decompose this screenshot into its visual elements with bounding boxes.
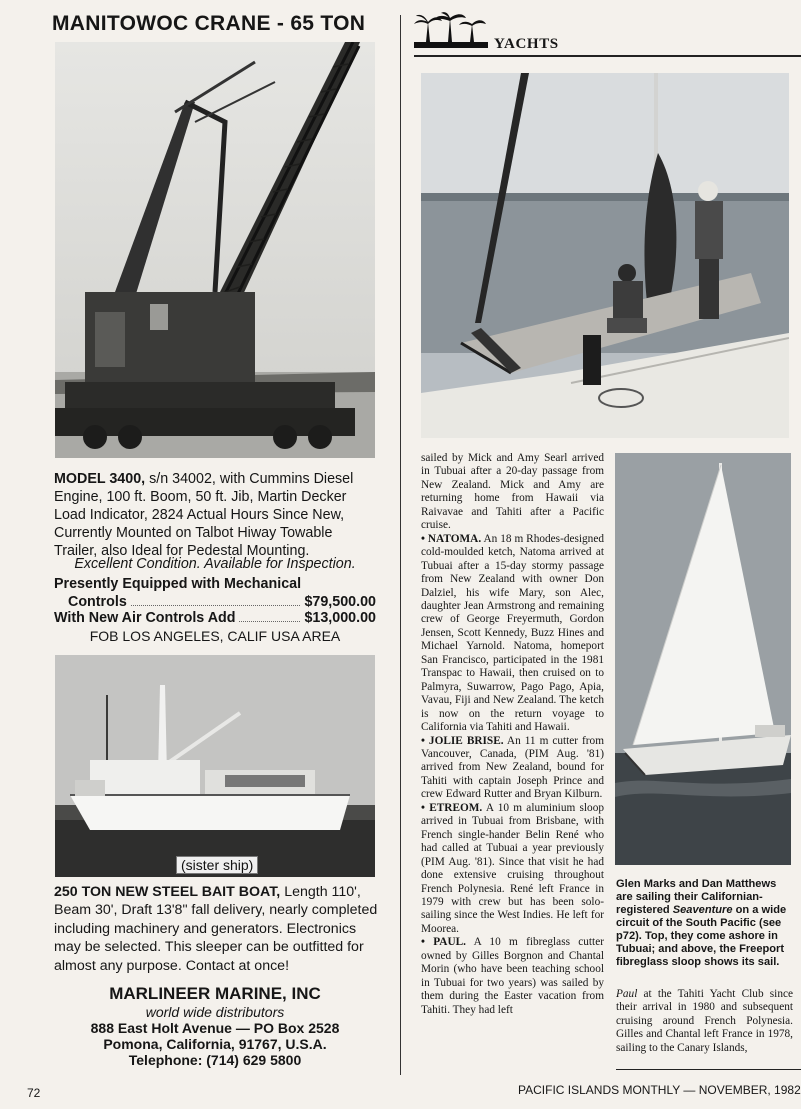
bait-boat-specs: Length 110', Beam 30', Draft 13'8" fall delivery, nearly completed including machinery and generators. Electronics may be selected. This sleeper can be outfitted for almost any purpose. Contact at once! [54,884,378,974]
entry-text-etreom: A 10 m aluminium sloop arrived in Tubuai from Brisbane, with French single-hander Belin René who had called at Tubuai a year previously (PIM Aug. '81). Since that visit he had done extensive cruising throughout French Polynesia. René left France in 1979 with crew but has been solo-sailing since the West Indies. He left for Moorea. [421,801,604,935]
entry-heading-etreom: • ETREOM. [421,801,483,814]
photo-caption [616,878,794,969]
palm-tree-logo-icon [414,12,488,50]
crane-description [54,470,376,560]
controls-label: Controls [68,594,127,610]
caption-boat-name: Seaventure [672,904,733,916]
controls-price: $79,500.00 [304,594,376,610]
entry-text-jolie-brise: An 11 m cutter from Vancouver, Canada, (PIM Aug. '81) arrived from New Zealand, bound for Tahiti with captain Joseph Prince and crew Edward Rutter and Bryan Kilburn. [421,734,604,801]
section-title: YACHTS [494,36,559,52]
entry-heading-paul: • PAUL. [421,936,466,949]
leader-dots [131,605,301,606]
yachts-article [421,452,604,1017]
caption-text: Glen Marks and Dan Matthews are sailing their Californian-registered [616,878,777,916]
company-name: MARLINEER MARINE, INC [109,984,321,1003]
continuation-text: at the Tahiti Yacht Club since their arrival in 1980 and subsequent cruising around French Polynesia. Gilles and Chantal left France in 1978, sailing to the Canary Islands, [616,988,793,1054]
caption-text-cont: on a wide circuit of the South Pacific (see p72). Top, they come ashore in Tubuai; and above, the Freeport fibreglass sloop shows its sail. [616,904,787,968]
article-paragraph: sailed by Mick and Amy Searl arrived in Tubuai after a 20-day passage from New Zealand. Mick and Amy are returning home from Hawaii via Raivavae and Tahiti after a Pacific cruise. [421,452,604,532]
company-address: 888 East Holt Avenue — PO Box 2528 [90,1020,340,1036]
sister-ship-label: (sister ship) [176,856,258,874]
air-price: $13,000.00 [304,610,376,626]
article-paragraph-jolie-brise [421,735,604,802]
article-paragraph-paul [421,936,604,1017]
ad-title: MANITOWOC CRANE - 65 TON [52,12,366,35]
company-phone: Telephone: (714) 629 5800 [128,1052,302,1068]
leader-dots [239,621,300,622]
crane-specs: s/n 34002, with Cummins Diesel Engine, 100 ft. Boom, 50 ft. Jib, Martin Decker Load Indicator, 2824 Actual Hours Since New, Currently Mounted on Talbot Hiway Towable Trailer, also Ideal for Pedestal Mounting. [54,471,354,559]
price-row-controls [54,594,376,610]
section-header-rule [414,55,801,57]
crane-photo [55,42,375,458]
footer-credit: PACIFIC ISLANDS MONTHLY — NOVEMBER, 1982 [518,1083,801,1097]
crane-condition: Excellent Condition. Available for Inspection. [74,556,356,572]
entry-text-natoma: An 18 m Rhodes-designed cold-moulded ketch, Natoma arrived at Tubuai after a 15-day stormy passage from New Zealand with owner Don Dalziel, his wife Mary, son Alec, daughter Jean Armstrong and remaining crew of George Freyermuth, Gordon Jensen, Scott Kennedy, Buzz Hines and Michael Yarnold. Natoma, homeport San Francisco, participated in the 1981 Transpac to Hawaii, then cruised on to Palmyra, Suwarrow, Pago Pago, Apia, Vavau, Fiji and New Zealand. The ketch is now on the return voyage to California via Tahiti and Hawaii. [421,532,604,734]
bait-boat-title: 250 TON NEW STEEL BAIT BOAT, [54,884,281,900]
column-divider [400,15,401,1075]
company-city: Pomona, California, 91767, U.S.A. [103,1036,327,1052]
bait-boat-photo [55,655,375,877]
bait-boat-description [54,883,378,975]
company-tagline: world wide distributors [145,1004,285,1020]
air-label: With New Air Controls Add [54,610,236,626]
page-number: 72 [27,1086,41,1100]
sloop-sail-photo [615,453,791,865]
entry-heading-natoma: • NATOMA. [421,532,482,545]
price-row-air [54,610,376,626]
footer-rule [616,1069,801,1070]
entry-heading-jolie-brise: • JOLIE BRISE. [421,734,504,747]
entry-text-paul: A 10 m fibreglass cutter owned by Gilles Borgnon and Chantal Morin (who have been teaching school in Tubuai for two years) was sailed by them during the Easter vacation from Tahiti. They had left [421,936,604,1016]
fob-line: FOB LOS ANGELES, CALIF USA AREA [89,628,341,644]
article-paragraph-etreom [421,802,604,937]
crane-model: MODEL 3400, [54,471,146,487]
seaventure-photo [421,73,789,438]
article-continuation [616,988,793,1055]
equipped-line: Presently Equipped with Mechanical [54,576,302,592]
continuation-boat-name: Paul [616,988,638,1000]
article-paragraph-natoma [421,533,604,735]
